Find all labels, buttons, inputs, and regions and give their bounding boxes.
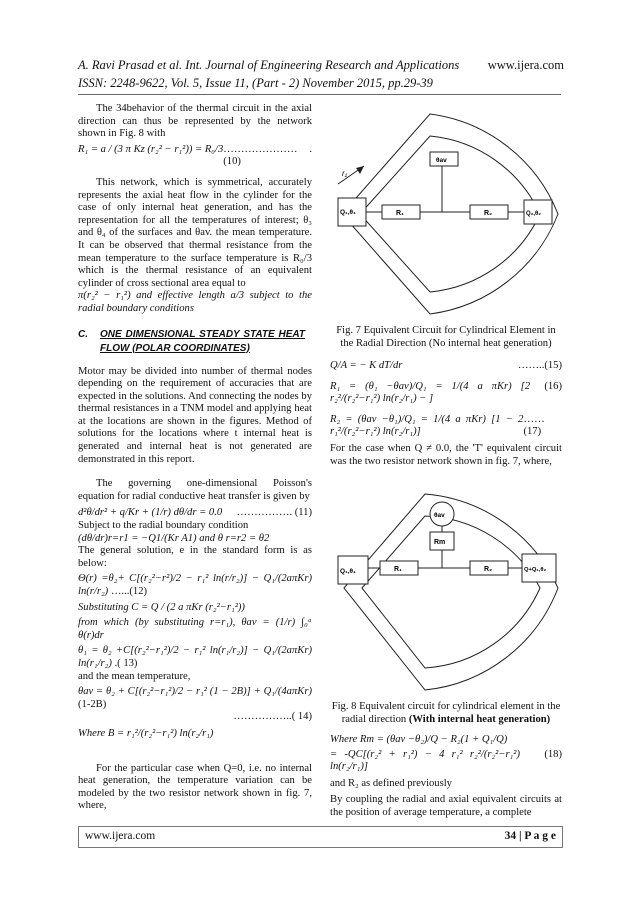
- equation-13-body: θ₁ = θ₂ +C[(r₂²−r₁²)/2 − r₁² ln(r₁/r₂)] − Q₁/(2aπKr) ln(r₁/r₂): [78, 645, 312, 669]
- paragraph: For the particular case when Q=0, i.e. no internal heat generation, the temperature variation can be modeled by the two resistor network shown in fig. 7, where,: [78, 762, 312, 812]
- equation-number: ………………… .(10): [223, 143, 312, 168]
- paragraph: This network, which is symmetrical, accurately represents the axial heat flow in the cylinder for the case of only internal heat generation, and has the representation for all the temperatures of interest; θ₃ and θ₄ of the surfaces and θav. the mean temperature. It can be observed that thermal resistance from the mean temperature to the surface temperature is R₀/3 which is the thermal resistance of an equivalent cylinder of cross sectional area equal to: [78, 176, 312, 289]
- section-title: ONE DIMENSIONAL STEADY STATE HEAT FLOW (POLAR COORDINATES): [100, 328, 305, 354]
- right-column-top: [330, 360, 562, 468]
- equation-rm: Where Rm = (θav −θ₂)/Q − R₂(1 + Q₁/Q): [330, 734, 508, 745]
- equation-10: R₁ = a / (3 π Kz (r₂² − r₁²)) = R₀/3: [78, 143, 224, 155]
- figure-7-caption: Fig. 7 Equivalent Circuit for Cylindrical Element in the Radial Direction (No internal heat generation): [336, 325, 556, 349]
- definition-b: Where B = r₁²/(r₂²−r₁²) ln(r₂/r₁): [78, 727, 214, 739]
- header-journal: A. Ravi Prasad et al. Int. Journal of Engineering Research and Applications: [78, 58, 460, 72]
- resistor-rm-label: Rm: [434, 539, 446, 546]
- resistor-r2-label: R₂: [484, 210, 493, 217]
- resistor-r1-label: R₁: [394, 566, 402, 573]
- paragraph: and R₂ as defined previously: [330, 777, 452, 789]
- node-right-label: Q₂,θ₂: [526, 211, 541, 217]
- paragraph: By coupling the radial and axial equivalent circuits at the position of average temperature, a complete: [330, 794, 562, 818]
- equation-12-body: Θ(r) =θ₂+ C[(r₂²−r²)/2 − r₁² ln(r/r₂)] − Q₁/(2aπKr) ln(r/r₂): [78, 573, 312, 597]
- right-column-bottom: [330, 734, 562, 820]
- left-column: [78, 103, 312, 813]
- header-issn: ISSN: 2248-9622, Vol. 5, Issue 11, (Part - 2) November 2015, pp.29-39: [78, 76, 433, 90]
- resistor-r2-label: R₂: [484, 566, 493, 573]
- equation-16: R₁ = (θ₁ −θav)/Q₁ = 1/(4 a πKr) [2 r₂²/(r₂²−r₁²) ln(r₂/r₁) − ]: [330, 380, 530, 405]
- equation-number: (16): [544, 380, 562, 392]
- cylinder-sector-outline: [344, 494, 558, 690]
- node-av-label: θav: [436, 157, 447, 164]
- paragraph: Motor may be divided into number of thermal nodes depending on the requirement of accuracies that are expected in the solutions. And connecting the nodes by thermal resistances in a TNM model and applying heat at the locations are shown in the figures. Method of solutions for the locations where t internal heat is generated and internal heat is not generated are demonstrated in this report.: [78, 365, 312, 465]
- node-left-label: Q₁,θ₁: [340, 568, 356, 575]
- equation-number: ……(17): [523, 413, 545, 438]
- equation-number: (18): [544, 748, 562, 760]
- figure-8-diagram: [330, 488, 562, 698]
- page-footer: [78, 826, 563, 848]
- figure-8-caption-a: Fig. 8 Equivalent circuit for cylindrical element in the radial direction: [331, 701, 561, 725]
- equation-12: [78, 573, 312, 598]
- equation-18: = -QC[(r₂² + r₁²) − 4 r₁² r₂²/(r₂²−r₁²) ln(r₂/r₁)]: [330, 748, 520, 773]
- paragraph: For the case when Q ≠ 0.0, the 'T' equivalent circuit was the two resistor network shown in fig. 7, where,: [330, 442, 562, 467]
- paragraph: The general solution, e in the standard form is as below:: [78, 545, 312, 569]
- figure-8-caption-b: (With internal heat generation): [408, 713, 551, 725]
- equation-number: ……..(15): [517, 360, 562, 371]
- section-heading: [78, 328, 312, 356]
- node-av-label: θav: [434, 512, 445, 519]
- radius-label: r₁: [342, 169, 348, 178]
- equation-number: …...(12): [110, 586, 148, 597]
- header-url[interactable]: www.ijera.com: [487, 58, 564, 72]
- paragraph: The governing one-dimensional Poisson's equation for radial conductive heat transfer is given by: [78, 478, 312, 502]
- paragraph: π(r₂² − r₁²) and effective length a/3 subject to the radial boundary conditions: [78, 290, 312, 314]
- arrow-head-icon: [356, 166, 364, 174]
- footer-url[interactable]: www.ijera.com: [85, 830, 156, 842]
- equation-15: Q/A = − K dT/dr: [330, 360, 403, 371]
- figure-8-caption: [330, 701, 562, 727]
- paragraph: and the mean temperature,: [78, 670, 191, 682]
- paragraph: The 34behavior of the thermal circuit in the axial direction can thus be represented by the network shown in Fig. 8 with: [78, 103, 312, 140]
- equation-13: [78, 645, 312, 670]
- equation-number: .( 13): [114, 657, 138, 669]
- equation-number: ……………..( 14): [233, 711, 312, 723]
- equation-number: ……………. (11): [236, 507, 312, 519]
- page-number: 34 | P a g e: [504, 830, 556, 842]
- section-letter: C.: [78, 328, 88, 340]
- equation-tag: (1-2B): [78, 698, 107, 710]
- resistor-r1-label: R₁: [396, 210, 404, 217]
- node-left-label: Q₁,θ₁: [340, 209, 356, 216]
- mean-definition: from which (by substituting r=r₁), θav = (1/r) ∫₀ᵃ θ(r)dr: [78, 617, 312, 641]
- header-divider: [78, 94, 561, 95]
- equation-14: [78, 686, 312, 711]
- equation-11: d²θ/dr² + q/Kr + (1/r) dθ/dr = 0.0: [78, 507, 223, 519]
- paragraph: Subject to the radial boundary condition: [78, 520, 249, 532]
- substitution: Substituting C = Q / (2 a πKr (r₂²−r₁²)): [78, 601, 245, 613]
- equation-17: R₂ = (θav −θ₁)/Q₁ = 1/(4 a πKr) [1 − 2 r₁²/(r₂²−r₁²) ln(r₂/r₁)]: [330, 413, 524, 438]
- boundary-condition: (dθ/dr)r=r1 = −Q1/(Kr A1) and θ r=r2 = θ2: [78, 532, 270, 544]
- figure-7-diagram: [330, 106, 562, 321]
- equation-14-body: θav = θ₂ + C[(r₂²−r₁²)/2 − r₁² (1 − 2B)] + Q₁/(4aπKr): [78, 686, 312, 698]
- node-right-label: Q+Q₁,θ₂: [524, 567, 547, 573]
